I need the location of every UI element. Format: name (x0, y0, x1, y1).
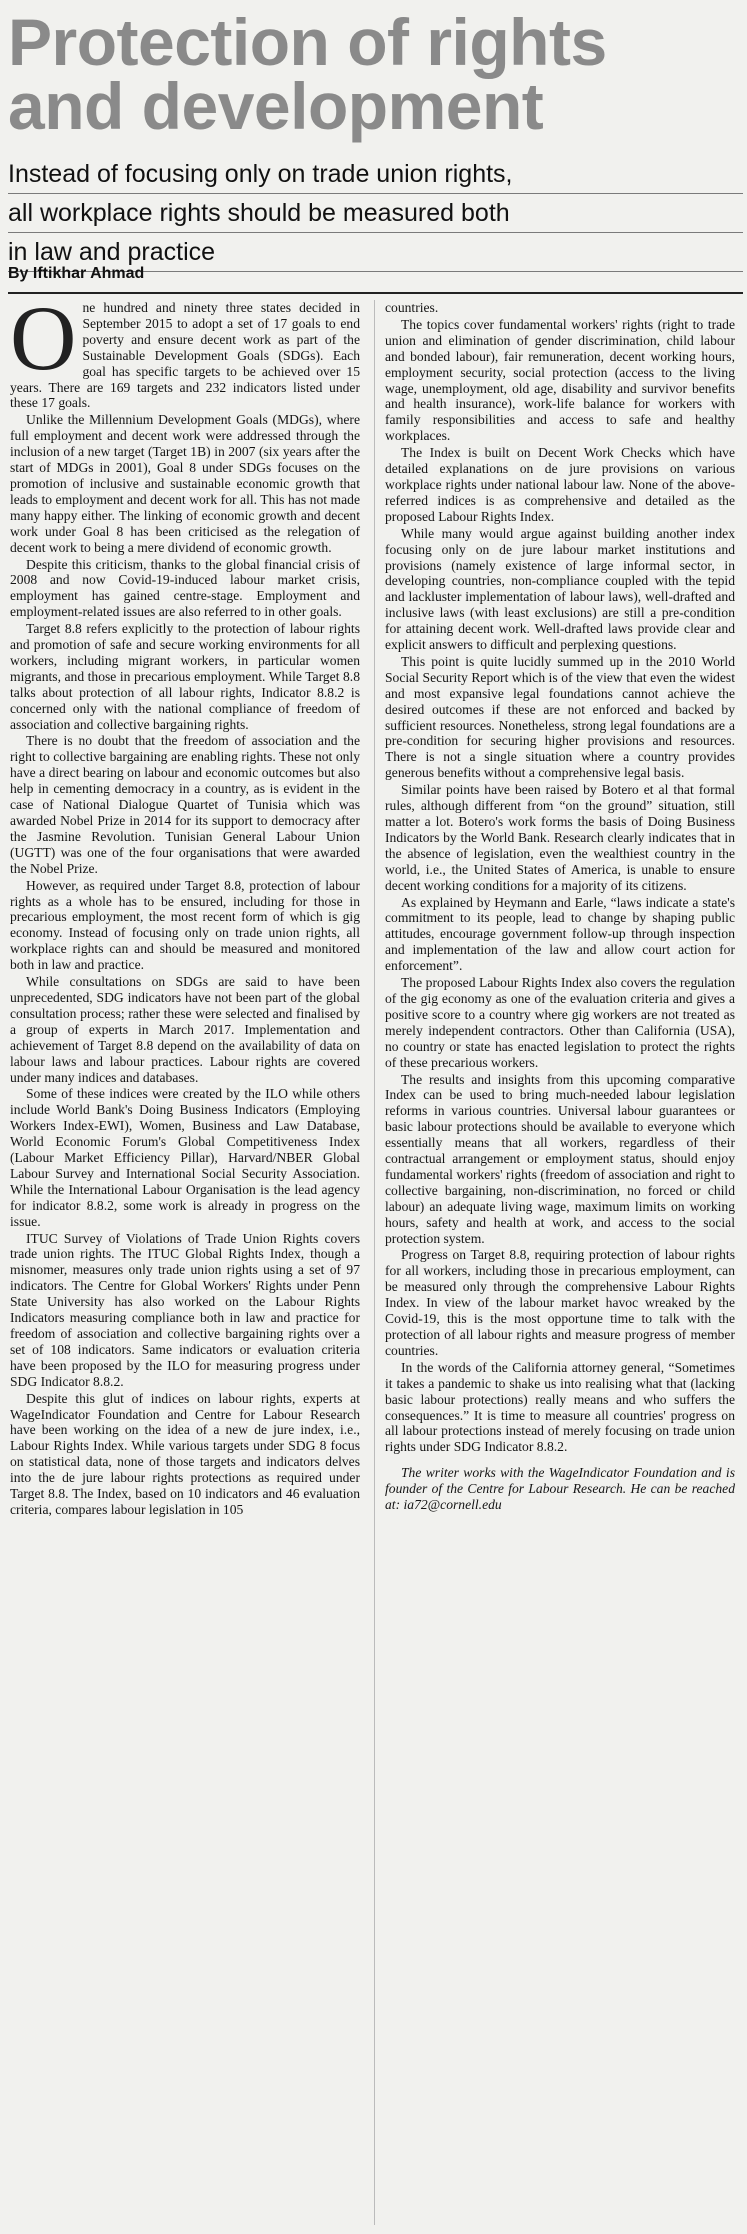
subheadline-line-2: all workplace rights should be measured both (8, 197, 743, 233)
paragraph-1 (10, 287, 360, 411)
byline-rule (8, 292, 743, 294)
byline: By Iftikhar Ahmad (8, 265, 145, 282)
paragraph: The results and insights from this upcoming comparative Index can be used to bring much-needed labour legislation reforms in various countries. Universal labour guarantees or basic labour protections should be available to everyone which essentially means that all workers, regardless of their contractual arrangement or employment status, should enjoy fundamental workers' rights (freedom of association and right to collective bargaining, non-discrimination, no forced or child labour) an adequate living wage, maximum limits on working hours, safety and health at work, and access to the social protection system. (385, 1071, 735, 1246)
paragraph: As explained by Heymann and Earle, “laws indicate a state's commitment to its people, lead to change by shaping public attitudes, encourage government follow-up through inspection and implementation of the law and allow court action for enforcement”. (385, 894, 735, 974)
drop-cap: O (10, 287, 77, 389)
paragraph: In the words of the California attorney general, “Sometimes it takes a pandemic to shake us into realising what that (lacking basic labour protections) really means and who suffers the consequences.” It is time to measure all countries' progress on all labour protections instead of merely focusing on trade union rights under SDG Indicator 8.8.2. (385, 1359, 735, 1455)
article-column-right (385, 300, 735, 1514)
article-column-left (10, 287, 360, 1519)
paragraph: Target 8.8 refers explicitly to the protection of labour rights and promotion of safe and secure working environments for all workers, including migrant workers, in particular women migrants, and those in precarious employment. While Target 8.8 talks about protection of all labour rights, Indicator 8.8.2 is concerned only with the national compliance of freedom of association and collective bargaining rights. (10, 621, 360, 732)
paragraph: ITUC Survey of Violations of Trade Union Rights covers trade union rights. The ITUC Global Rights Index, though a misnomer, measures only trade union rights using a set of 97 indicators. The Centre for Global Workers' Rights under Penn State University has also worked on the Labour Rights Indicators measuring compliance both in law and practice for freedom of association and collective bargaining rights over a set of 108 indicators. Same indicators or evaluation criteria have been proposed by the ILO for measuring progress under SDG Indicator 8.8.2. (10, 1230, 360, 1389)
paragraph: Progress on Target 8.8, requiring protection of labour rights for all workers, including those in precarious employment, can be measured only through the comprehensive Labour Rights Index. In view of the labour market havoc wreaked by the Covid-19, this is the most opportune time to talk with the protection of all labour rights and measure progress of member countries. (385, 1247, 735, 1358)
paragraph: While many would argue against building another index focusing only on de jure labour market institutions and provisions (namely existence of large informal sector, in developing countries, non-compliance coupled with the tepid and lackluster implementation of labour laws), well-drafted and inclusive laws (with least exclusions) are still a pre-condition for attaining decent work. Well-drafted laws provide clear and explicit answers to difficult and perplexing questions. (385, 525, 735, 653)
paragraph: countries. (385, 300, 439, 315)
author-note: The writer works with the WageIndicator Foundation and is founder of the Centre for Labour Research. He can be reached at: ia72@cornell.edu (385, 1465, 735, 1513)
headline-line-2: and development (8, 69, 544, 143)
paragraph: While consultations on SDGs are said to have been unprecedented, SDG indicators have not been part of the global consultation process; rather these were selected and finalised by a group of experts in March 2017. Implementation and achievement of Target 8.8 depend on the availability of data on labour laws and labour practices. Labour rights are covered under many indices and databases. (10, 974, 360, 1085)
paragraph: This point is quite lucidly summed up in the 2010 World Social Security Report which is of the view that even the widest and most expansive legal foundations cannot achieve the desired outcomes if these are not enforced and backed by sufficient resources. Nonetheless, strong legal foundations are a pre-condition for securing higher provisions and resources. There is not a single situation where a country provides generous benefits without a comprehensive legal basis. (385, 653, 735, 781)
column-divider (374, 300, 375, 2225)
subheadline-line-3: in law and practice (8, 236, 743, 272)
paragraph: Similar points have been raised by Botero et al that formal rules, although different from “on the ground” situation, still matter a lot. Botero's work forms the basis of Doing Business Indicators by the World Bank. Research clearly indicates that in the absence of legislation, even the wealthiest country in the world, i.e., the United States of America, is unable to ensure decent working conditions for a majority of its citizens. (385, 782, 735, 893)
paragraph: However, as required under Target 8.8, protection of labour rights as a whole has to be ensured, including for those in precarious employment, the most recent form of which is gig economy. Instead of focusing only on trade union rights, all workplace rights can and should be measured and monitored both in law and practice. (10, 877, 360, 973)
headline (8, 5, 743, 143)
paragraph: Despite this glut of indices on labour rights, experts at WageIndicator Foundation and Centre for Labour Research have been working on the idea of a new de jure index, i.e., Labour Rights Index. While various targets under SDG 8 focus on statistical data, none of those targets and indicators delves into the de jure labour rights protections as required under Target 8.8. The Index, based on 10 indicators and 46 evaluation criteria, compares labour legislation in 105 (10, 1390, 360, 1517)
subheadline (8, 158, 743, 275)
paragraph: The proposed Labour Rights Index also covers the regulation of the gig economy as one of the evaluation criteria and gives a positive score to a country where gig workers are not treated as merely independent contractors. Other than California (USA), no country or state has enacted legislation to protect the rights of these precarious workers. (385, 975, 735, 1070)
paragraph: Despite this criticism, thanks to the global financial crisis of 2008 and now Covid-19-induced labour market crisis, employment has gained centre-stage. Employment and employment-related issues are also referred to in other goals. (10, 556, 360, 620)
paragraph: Some of these indices were created by the ILO while others include World Bank's Doing Business Indicators (Employing Workers Index-EWI), Women, Business and Law Database, World Economic Forum's Global Competitiveness Index (Labour Market Efficiency Pillar), Harvard/NBER Global Labour Survey and International Social Security Association. While the International Labour Organisation is the lead agency for indicator 8.8.2, some work is already in progress on the issue. (10, 1086, 360, 1229)
subheadline-line-1: Instead of focusing only on trade union rights, (8, 158, 743, 194)
paragraph: There is no doubt that the freedom of association and the right to collective bargaining are enabling rights. These not only have a direct bearing on labour and economic outcomes but also help in cementing democracy in a country, as is evident in the case of National Dialogue Quartet of Tunisia which was awarded Nobel Prize in 2014 for its support to democracy after the Jasmine Revolution. Tunisian General Labour Union (UGTT) was one of the four organisations that were awarded the Nobel Prize. (10, 733, 360, 876)
paragraph: The topics cover fundamental workers' rights (right to trade union and elimination of gender discrimination, child labour and bonded labour), fair remuneration, decent working hours, employment security, social protection (access to the living wage, unemployment, old age, disability and survivor benefits and health insurance), work-life balance for workers with family responsibilities and access to safe and healthy workplaces. (385, 316, 735, 444)
paragraph-text: ne hundred and ninety three states decided in September 2015 to adopt a set of 17 goals to end poverty and ensure decent work as part of the Sustainable Development Goals (SDGs). Each goal has specific targets to be achieved over 15 years. There are 169 targets and 232 indicators listed under these 17 goals. (10, 300, 360, 411)
paragraph: Unlike the Millennium Development Goals (MDGs), where full employment and decent work were addressed through the inclusion of a new target (Target 1B) in 2007 (six years after the start of MDGs in 2001), Goal 8 under SDGs focuses on the promotion of inclusive and sustainable economic growth that leads to employment and decent work for all. This has not made many happy either. The linking of economic growth and decent work under Goal 8 has been criticised as the relegation of decent work to being a mere dividend of economic growth. (10, 412, 360, 555)
paragraph: The Index is built on Decent Work Checks which have detailed explanations on de jure provisions on various workplace rights under national labour law. None of the above-referred indices is as comprehensive and detailed as the proposed Labour Rights Index. (385, 445, 735, 524)
headline-line-1: Protection of rights (8, 5, 607, 79)
